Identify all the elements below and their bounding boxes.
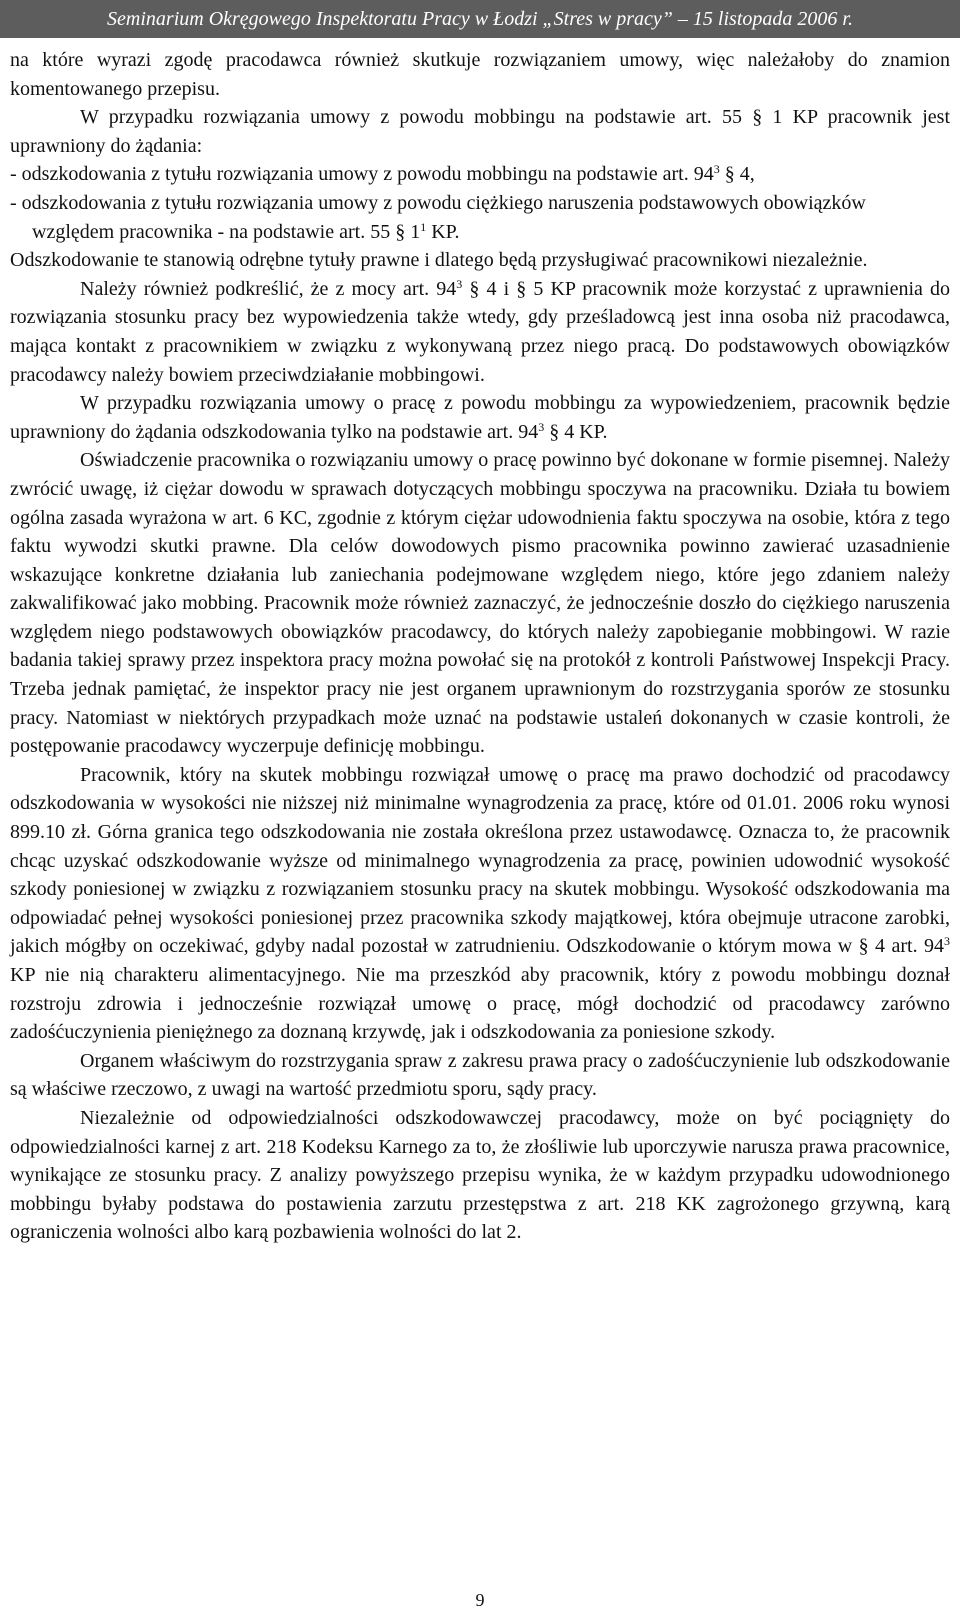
paragraph-5: W przypadku rozwiązania umowy o pracę z powodu mobbingu za wypowiedzeniem, pracownik będzie uprawniony do żądania odszkodowania tylko na podstawie art. $94^3$ § 4 KP. xyxy=(10,392,950,443)
paragraph-2: W przypadku rozwiązania umowy z powodu mobbingu na podstawie art. 55 § 1 KP pracownik jest uprawniony do żądania: xyxy=(10,106,950,157)
document-body xyxy=(10,46,950,1247)
paragraph-7: Pracownik, który na skutek mobbingu rozwiązał umowę o pracę ma prawo dochodzić od pracodawcy odszkodowania w wysokości nie niższej niż minimalne wynagrodzenia za pracę, które od 01.01. 2006 roku wynosi 899.10 zł. Górna granica tego odszkodowania nie została określona przez ustawodawcę. Oznacza to, że pracownik chcąc uzyskać odszkodowanie wyższe od minimalnego wynagrodzenia za pracę, powinien udowodnić wysokość szkody poniesionej w związku z rozwiązaniem stosunku pracy na skutek mobbingu. Wysokość odszkodowania ma odpowiadać pełnej wysokości poniesionej przez pracownika szkody majątkowej, która obejmuje utracone zarobki, jakich mógłby on oczekiwać, gdyby nadal pozostał w zatrudnieniu. Odszkodowanie o którym mowa w § 4 art. $94^3$ KP nie nią charakteru alimentacyjnego. Nie ma przeszkód aby pracownik, który z powodu mobbingu doznał rozstroju zdrowia i jednocześnie rozwiązał umowę o pracę, mógł dochodzić od pracodawcy zarówno zadośćuczynienia pieniężnego za doznaną krzywdę, jak i odszkodowania za poniesione szkody. xyxy=(10,763,950,1044)
paragraph-4: Należy również podkreślić, że z mocy art. $94^3$ § 4 i § 5 KP pracownik może korzystać z uprawnienia do rozwiązania stosunku pracy bez wypowiedzenia także wtedy, gdy prześladowcą jest inna osoba niż pracodawca, mająca kontakt z pracownikiem w związku z wykonywaną przez niego pracą. Do podstawowych obowiązków pracodawcy należy bowiem przeciwdziałanie mobbingowi. xyxy=(10,276,950,386)
page-number: 9 xyxy=(475,1590,485,1610)
paragraph-3: Odszkodowanie te stanowią odrębne tytuły prawne i dlatego będą przysługiwać pracownikowi niezależnie. xyxy=(10,249,868,272)
paragraph-6: Oświadczenie pracownika o rozwiązaniu umowy o pracę powinno być dokonane w formie pisemnej. Należy zwrócić uwagę, iż ciężar dowodu w sprawach dotyczących mobbingu spoczywa na pracowniku. Działa tu bowiem ogólna zasada wyrażona w art. 6 KC, zgodnie z którym ciężar udowodnienia faktu spoczywa na osobie, która z tego faktu wywodzi skutki prawne. Dla celów dowodowych pismo pracownika powinno zawierać uzasadnienie wskazujące konkretne działania lub zaniechania podejmowane względem niego, które jego zdaniem należy zakwalifikować jako mobbing. Pracownik może również zaznaczyć, że jednocześnie doszło do ciężkiego naruszenia względem niego podstawowych obowiązków pracodawcy, do których należy zapobieganie mobbingowi. W razie badania takiej sprawy przez inspektora pracy można powołać się na protokół z kontroli Państwowej Inspekcji Pracy. Trzeba jednak pamiętać, że inspektor pracy nie jest organem uprawnionym do rozstrzygania sporów ze stosunku pracy. Natomiast w niektórych przypadkach może uznać na podstawie ustaleń dokonanych w czasie kontroli, że postępowanie pracodawcy wyczerpuje definicję mobbingu. xyxy=(10,449,950,758)
paragraph-9: Niezależnie od odpowiedzialności odszkodowawczej pracodawcy, może on być pociągnięty do odpowiedzialności karnej z art. 218 Kodeksu Karnego za to, że złośliwie lub uporczywie narusza prawa pracownice, wynikające ze stosunku pracy. Z analizy powyższego przepisu wynika, że w każdym przypadku udowodnionego mobbingu byłaby podstawa do postawienia zarzutu przestępstwa z art. 218 KK zagrożonego grzywną, karą ograniczenia wolności albo karą pozbawienia wolności do lat 2. xyxy=(10,1106,950,1244)
list-item: - odszkodowania z tytułu rozwiązania umowy z powodu mobbingu na podstawie art. $94^3$ § 4, xyxy=(10,162,755,186)
paragraph-8: Organem właściwym do rozstrzygania spraw z zakresu prawa pracy o zadośćuczynienie lub odszkodowanie są właściwe rzeczowo, z uwagi na wartość przedmiotu sporu, sądy pracy. xyxy=(10,1049,950,1101)
page-header: Seminarium Okręgowego Inspektoratu Pracy w Łodzi „Stres w pracy” – 15 listopada 2006 r. xyxy=(0,0,960,38)
paragraph-1: na które wyrazi zgodę pracodawca również skutkuje rozwiązaniem umowy, więc należałoby do znamion komentowanego przepisu. xyxy=(10,49,950,100)
list-item: - odszkodowania z tytułu rozwiązania umowy z powodu ciężkiego naruszenia podstawowych obowiązków względem pracownika - na podstawie art. 55 § $1^1$ KP. xyxy=(10,191,866,243)
